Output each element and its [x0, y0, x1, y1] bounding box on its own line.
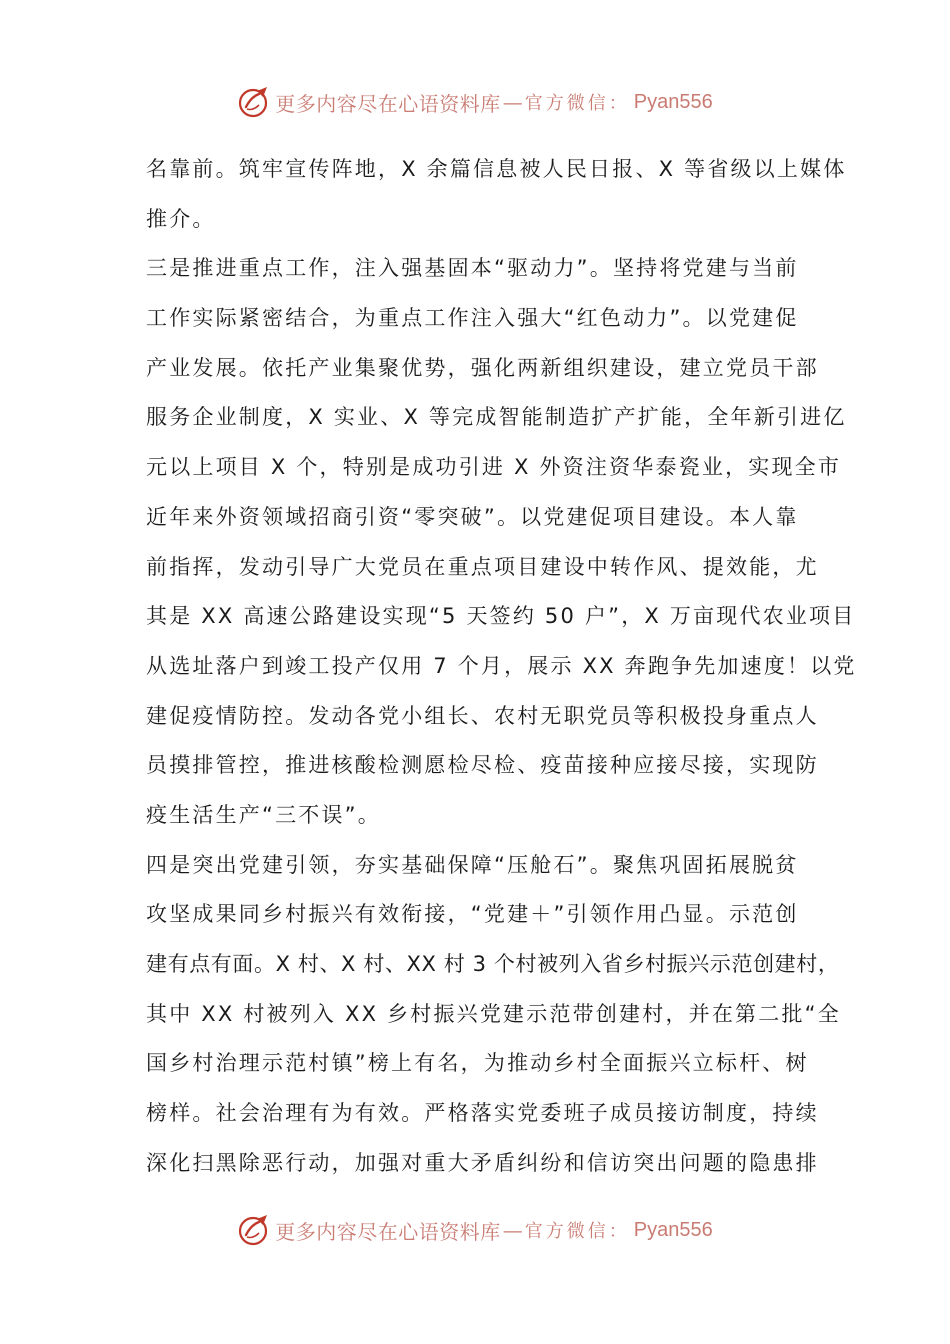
text-line: 国乡村治理示范村镇”榜上有名，为推动乡村全面振兴立标杆、树: [146, 1051, 809, 1076]
text-line: 深化扫黑除恶行动，加强对重大矛盾纠纷和信访突出问题的隐患排: [146, 1150, 819, 1175]
brand-dash: —: [502, 1218, 523, 1242]
header-watermark-banner: [0, 80, 950, 124]
text-line: 四是突出党建引领，夯实基础保障“压舱石”。聚焦巩固拓展脱贫: [146, 852, 799, 877]
pen-circle-logo-icon: [237, 1213, 271, 1247]
wechat-id: Pyan556: [633, 1218, 713, 1241]
footer-watermark-banner: [0, 1208, 950, 1252]
document-body: [146, 145, 857, 1188]
text-line: 产业发展。依托产业集聚优势，强化两新组织建设，建立党员干部: [146, 355, 819, 380]
text-line: 榜样。社会治理有为有效。严格落实党委班子成员接访制度，持续: [146, 1101, 819, 1126]
text-line: 其是 XX 高速公路建设实现“5 天签约 50 户”，X 万亩现代农业项目: [146, 604, 856, 629]
wechat-id: Pyan556: [633, 90, 713, 113]
text-line: 服务企业制度，X 实业、X 等完成智能制造扩产扩能，全年新引进亿: [146, 405, 847, 430]
text-line: 疫生活生产“三不误”。: [146, 802, 381, 827]
text-line: 推介。: [146, 206, 216, 231]
pen-circle-logo-icon: [237, 85, 271, 119]
text-line: 名靠前。筑牢宣传阵地，X 余篇信息被人民日报、X 等省级以上媒体: [146, 157, 847, 181]
text-line: 元以上项目 X 个，特别是成功引进 X 外资注资华泰瓷业，实现全市: [146, 455, 842, 480]
text-line: 三是推进重点工作，注入强基固本“驱动力”。坚持将党建与当前: [146, 256, 799, 281]
text-line: 员摸排管控，推进核酸检测愿检尽检、疫苗接种应接尽接，实现防: [146, 753, 819, 778]
text-line: 攻坚成果同乡村振兴有效衔接，“党建＋”引领作用凸显。示范创: [146, 902, 799, 927]
brand-dash: —: [502, 90, 523, 114]
text-line: 前指挥，发动引导广大党员在重点项目建设中转作风、提效能，尤: [146, 554, 819, 579]
text-line: 从选址落户到竣工投产仅用 7 个月，展示 XX 奔跑争先加速度！以党: [146, 653, 857, 678]
text-line: 工作实际紧密结合，为重点工作注入强大“红色动力”。以党建促: [146, 306, 799, 331]
text-line: 建有点有面。X 村、X 村、XX 村 3 个村被列入省乡村振兴示范创建村，: [146, 952, 840, 976]
brand-text: 更多内容尽在心语资料库: [275, 91, 501, 116]
wechat-label: 官方微信：: [524, 1221, 630, 1242]
text-line: 近年来外资领域招商引资“零突破”。以党建促项目建设。本人靠: [146, 504, 799, 529]
text-line: 其中 XX 村被列入 XX 乡村振兴党建示范带创建村，并在第二批“全: [146, 1001, 841, 1026]
text-line: 建促疫情防控。发动各党小组长、农村无职党员等积极投身重点人: [146, 703, 819, 728]
wechat-label: 官方微信：: [524, 93, 630, 114]
brand-text: 更多内容尽在心语资料库: [275, 1219, 501, 1244]
